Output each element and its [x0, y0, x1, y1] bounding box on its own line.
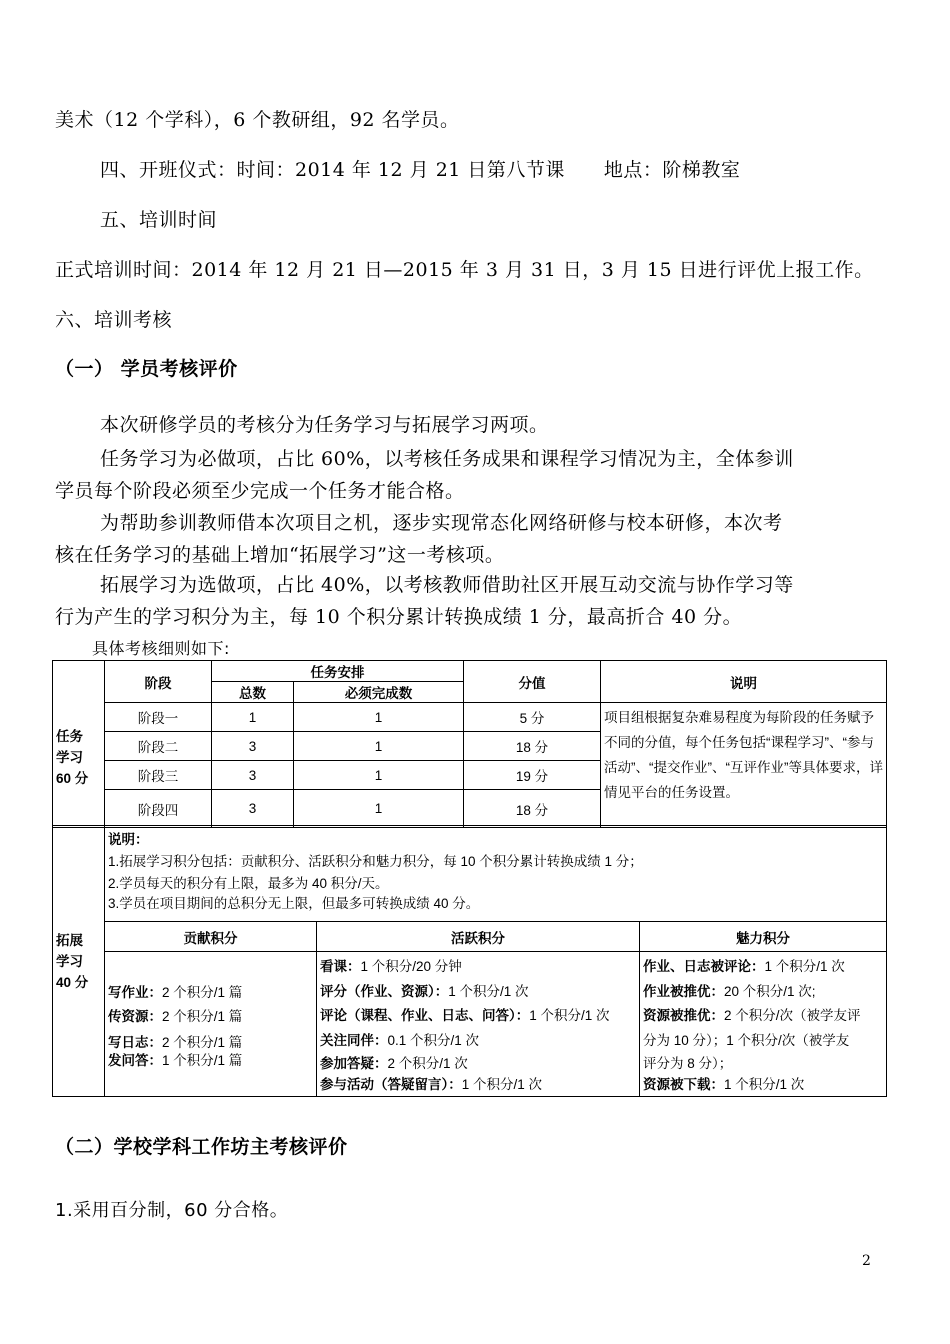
header-task-arrangement: 任务安排 — [212, 661, 464, 682]
notes-title: 说明： — [108, 832, 149, 847]
header-note: 说明 — [601, 661, 887, 703]
charm-points-list — [640, 952, 887, 1097]
list-item: 看课：1 个积分/20 分钟 — [320, 959, 462, 974]
paragraph-subjects: 美术（12 个学科），6 个教研组，92 名学员。 — [55, 109, 460, 131]
header-contribution-points: 贡献积分 — [105, 922, 317, 952]
list-item: 资源被下载：1 个积分/1 次 — [643, 1077, 805, 1092]
list-item: 资源被推优：2 个积分/次（被学友评 — [643, 1008, 861, 1023]
paragraph-training-period: 正式培训时间：2014 年 12 月 21 日—2015 年 3 月 31 日，3 月 15 日进行评优上报工作。 — [55, 259, 874, 281]
header-required: 必须完成数 — [294, 682, 464, 703]
task-note: 项目组根据复杂难易程度为每阶段的任务赋予不同的分值，每个任务包括“课程学习”、“参与活动”、“提交作业”、“互评作业”等具体要求，详情见平台的任务设置。 — [601, 703, 887, 828]
activity-points-list — [317, 952, 640, 1097]
header-score: 分值 — [464, 661, 601, 703]
paragraph-rules-intro: 具体考核细则如下: — [92, 639, 230, 658]
note-line-1: 1.拓展学习积分包括：贡献积分、活跃积分和魅力积分，每 10 个积分累计转换成绩 1 分； — [108, 854, 643, 869]
paragraph-extension-intro-1: 为帮助参训教师借本次项目之机，逐步实现常态化网络研修与校本研修，本次考 — [100, 512, 783, 534]
required-cell: 1 — [294, 732, 464, 761]
required-cell: 1 — [294, 790, 464, 828]
list-item-continued: 评分为 8 分）； — [643, 1056, 733, 1071]
list-item: 发问答：1 个积分/1 篇 — [108, 1052, 243, 1068]
note-line-2: 2.学员每天的积分有上限，最多为 40 积分/天。 — [108, 876, 389, 891]
contribution-points-list — [105, 952, 317, 1097]
heading-training-time: 五、培训时间 — [100, 209, 218, 231]
list-item: 参与活动（答疑留言）：1 个积分/1 次 — [320, 1077, 543, 1092]
task-learning-label: 任务 学习 60 分 — [53, 661, 105, 828]
paragraph-assessment-intro: 本次研修学员的考核分为任务学习与拓展学习两项。 — [100, 414, 549, 436]
list-item: 传资源：2 个积分/1 篇 — [108, 1009, 243, 1024]
header-activity-points: 活跃积分 — [317, 922, 640, 952]
stage-cell: 阶段三 — [105, 761, 212, 790]
stage-cell: 阶段一 — [105, 703, 212, 732]
paragraph-task-learning-1: 任务学习为必做项，占比 60%，以考核任务成果和课程学习情况为主，全体参训 — [100, 448, 794, 470]
extension-learning-label: 拓展 学习 40 分 — [53, 826, 105, 1097]
paragraph-scoring-system: 1.采用百分制，60 分合格。 — [55, 1200, 289, 1221]
required-cell: 1 — [294, 703, 464, 732]
stage-cell: 阶段四 — [105, 790, 212, 828]
score-cell: 18 分 — [464, 732, 601, 761]
required-cell: 1 — [294, 761, 464, 790]
list-item: 作业、日志被评论：1 个积分/1 次 — [643, 959, 845, 974]
paragraph-extension-learning-1: 拓展学习为选做项，占比 40%，以考核教师借助社区开展互动交流与协作学习等 — [100, 574, 794, 596]
header-total: 总数 — [212, 682, 294, 703]
list-item: 写日志：2 个积分/1 篇 — [108, 1034, 243, 1050]
list-item: 关注同伴：0.1 个积分/1 次 — [320, 1032, 480, 1048]
extension-learning-table — [52, 825, 887, 1097]
list-item: 评分（作业、资源）：1 个积分/1 次 — [320, 983, 529, 999]
header-charm-points: 魅力积分 — [640, 922, 887, 952]
list-item: 参加答疑：2 个积分/1 次 — [320, 1056, 468, 1071]
paragraph-extension-intro-2: 核在任务学习的基础上增加“拓展学习”这一考核项。 — [55, 544, 505, 566]
paragraph-extension-learning-2: 行为产生的学习积分为主，每 10 个积分累计转换成绩 1 分，最高折合 40 分。 — [55, 606, 743, 628]
table-row — [53, 703, 887, 732]
note-line-3: 3.学员在项目期间的总积分无上限，但最多可转换成绩 40 分。 — [108, 896, 480, 911]
score-cell: 19 分 — [464, 761, 601, 790]
list-item-continued: 分为 10 分）；1 个积分/次（被学友 — [643, 1032, 850, 1048]
score-cell: 5 分 — [464, 703, 601, 732]
total-cell: 3 — [212, 761, 294, 790]
list-item: 评论（课程、作业、日志、问答）：1 个积分/1 次 — [320, 1008, 610, 1023]
list-item: 写作业：2 个积分/1 篇 — [108, 984, 243, 1000]
total-cell: 3 — [212, 732, 294, 761]
heading-student-assessment: （一） 学员考核评价 — [55, 358, 238, 380]
header-stage: 阶段 — [105, 661, 212, 703]
total-cell: 1 — [212, 703, 294, 732]
list-item: 作业被推优：20 个积分/1 次; — [643, 983, 816, 999]
heading-training-assessment: 六、培训考核 — [55, 309, 173, 331]
page-number: 2 — [862, 1253, 871, 1269]
score-cell: 18 分 — [464, 790, 601, 828]
total-cell: 3 — [212, 790, 294, 828]
paragraph-opening-ceremony: 四、开班仪式：时间：2014 年 12 月 21 日第八节课 地点：阶梯教室 — [100, 159, 741, 181]
stage-cell: 阶段二 — [105, 732, 212, 761]
task-learning-table — [52, 660, 887, 828]
heading-workshop-assessment: （二）学校学科工作坊主考核评价 — [55, 1136, 348, 1158]
paragraph-task-learning-2: 学员每个阶段必须至少完成一个任务才能合格。 — [55, 480, 465, 502]
extension-notes — [105, 826, 887, 922]
